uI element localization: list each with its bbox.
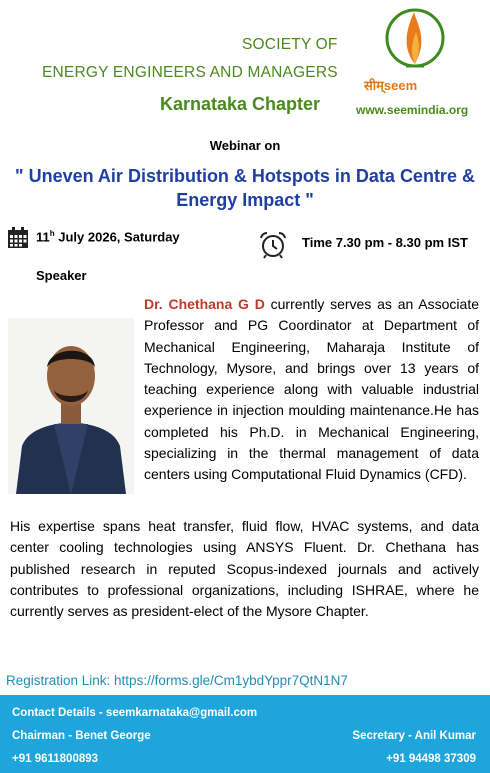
logo-wordmark: सीम्seem — [364, 78, 418, 93]
alarm-clock-icon — [258, 230, 288, 260]
calendar-icon — [6, 226, 30, 250]
speaker-heading: Speaker — [36, 268, 87, 283]
chairman-name: Chairman - Benet George — [12, 730, 151, 742]
registration-link[interactable]: Registration Link: https://forms.gle/Cm1ybdYppr7QtN1N7 — [6, 673, 348, 688]
event-date: 11$^h$ July 2026, Saturday — [36, 229, 180, 245]
contact-email: Contact Details - seemkarnataka@gmail.com — [12, 707, 258, 719]
webinar-title: " Uneven Air Distribution & Hotspots in Data Centre & Energy Impact " — [15, 166, 475, 210]
chairman-phone: +91 9611800893 — [12, 753, 99, 765]
speaker-bio-second: His expertise spans heat transfer, fluid flow, HVAC systems, and data center cooling technologies using ANSYS Fluent. Dr. Chethana has published research in reputed Scopus-indexed journals and actively contributes to professional organizations, including ISHRAE, where he currently serves as president-elect of the Mysore Chapter. — [10, 518, 479, 620]
seem-logo — [384, 4, 446, 76]
contact-footer — [0, 695, 490, 773]
speaker-photo — [8, 318, 134, 494]
website-link[interactable]: www.seemindia.org — [356, 103, 469, 117]
org-name-line1: SOCIETY OF — [242, 36, 338, 53]
speaker-name: Dr. Chethana G D — [144, 296, 265, 312]
org-name-line2: ENERGY ENGINEERS AND MANAGERS — [42, 64, 338, 81]
chapter-name: Karnataka Chapter — [160, 94, 321, 114]
secretary-phone: +91 94498 37309 — [386, 753, 476, 765]
speaker-bio-first: Dr. Chethana G D currently serves as an Associate Professor and PG Coordinator at Department of Mechanical Engineering, Maharaja Institute of Technology, Mysore, and brings over 13 years of teaching experience along with valuable industrial experience in injection moulding maintenance.He has completed his Ph.D. in Mechanical Engineering, specializing in the thermal management of data centers using Computational Fluid Dynamics (CFD). — [144, 296, 479, 483]
webinar-label: Webinar on — [209, 138, 281, 153]
event-time: Time 7.30 pm - 8.30 pm IST — [302, 235, 468, 250]
secretary-name: Secretary - Anil Kumar — [352, 730, 476, 742]
